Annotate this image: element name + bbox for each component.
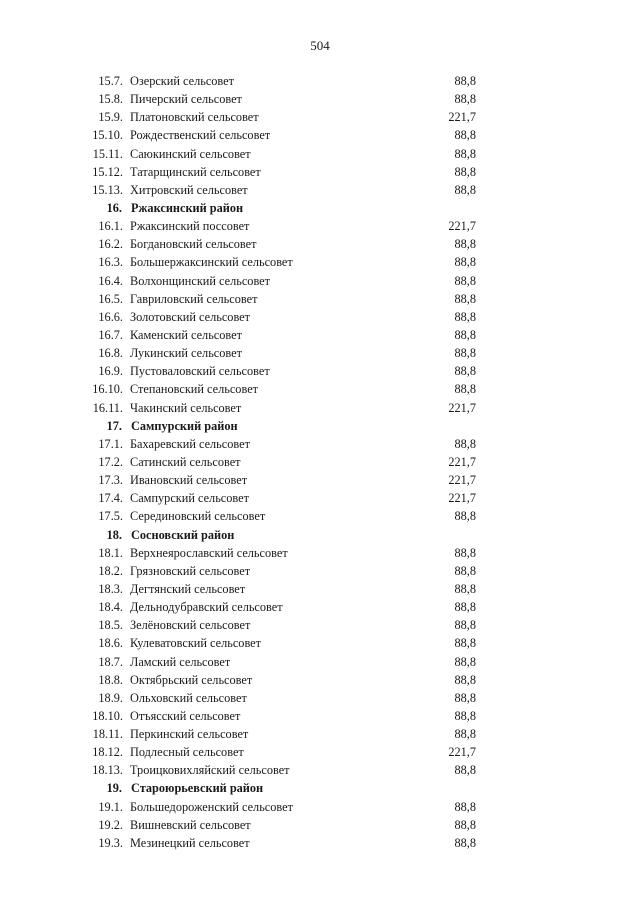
council-name: Каменский сельсовет [130, 327, 242, 342]
council-name: Саюкинский сельсовет [130, 146, 251, 161]
allocation-value: 88,8 [454, 654, 476, 669]
allocation-value: 88,8 [454, 817, 476, 832]
table-row [0, 362, 640, 380]
table-row [0, 253, 640, 271]
allocation-value: 88,8 [454, 509, 476, 524]
allocation-value: 221,7 [448, 491, 476, 506]
table-row [0, 707, 640, 725]
council-name: Верхнеярославский сельсовет [130, 545, 288, 560]
allocation-value: 221,7 [448, 219, 476, 234]
table-row [0, 72, 640, 90]
allocation-value: 221,7 [448, 473, 476, 488]
council-name: Пичерский сельсовет [130, 92, 242, 107]
table-row [0, 90, 640, 108]
table-row [0, 671, 640, 689]
council-name: Подлесный сельсовет [130, 745, 244, 760]
allocation-value: 88,8 [454, 436, 476, 451]
row-number: 16.3. [98, 255, 123, 270]
allocation-value: 88,8 [454, 763, 476, 778]
council-name: Кулеватовский сельсовет [130, 636, 262, 651]
allocation-value: 221,7 [448, 745, 476, 760]
table-row [0, 489, 640, 507]
council-name: Ламский сельсовет [130, 654, 231, 669]
allocation-value: 88,8 [454, 128, 476, 143]
row-number: 18.8. [98, 672, 123, 687]
allocation-value: 88,8 [454, 255, 476, 270]
council-name: Волхонщинский сельсовет [130, 273, 271, 288]
row-number: 17.1. [98, 436, 123, 451]
table-row [0, 272, 640, 290]
allocation-value: 88,8 [454, 92, 476, 107]
row-number: 16.10. [92, 382, 123, 397]
allocation-value: 88,8 [454, 146, 476, 161]
table-row [0, 108, 640, 126]
allocation-value: 88,8 [454, 672, 476, 687]
allocation-value: 88,8 [454, 690, 476, 705]
row-number: 19.1. [98, 799, 123, 814]
row-number: 16.7. [98, 327, 123, 342]
row-number: 16.8. [98, 346, 123, 361]
council-name: Отъясский сельсовет [130, 708, 241, 723]
council-name: Сатинский сельсовет [130, 454, 241, 469]
council-name: Чакинский сельсовет [130, 400, 242, 415]
council-name: Вишневский сельсовет [130, 817, 251, 832]
district-name: Староюрьевский район [131, 781, 264, 796]
row-number: 17.4. [98, 491, 123, 506]
row-number: 18.2. [98, 563, 123, 578]
district-header-row [0, 199, 640, 217]
row-number: 16.1. [98, 219, 123, 234]
row-number: 18.6. [98, 636, 123, 651]
page-number: 504 [310, 38, 330, 53]
row-number: 18.4. [98, 600, 123, 615]
district-name: Сампурский район [131, 418, 238, 433]
row-number: 18.11. [92, 727, 123, 742]
row-number: 17.3. [98, 473, 123, 488]
row-number: 18.9. [98, 690, 123, 705]
district-header-row [0, 779, 640, 797]
council-name: Золотовский сельсовет [130, 309, 251, 324]
table-row [0, 181, 640, 199]
table-row [0, 380, 640, 398]
council-name: Богдановский сельсовет [130, 237, 257, 252]
council-name: Большедороженский сельсовет [130, 799, 293, 814]
row-number: 18.13. [92, 763, 123, 778]
table-row [0, 326, 640, 344]
council-name: Озерский сельсовет [130, 74, 234, 88]
row-number: 17. [106, 418, 122, 433]
row-number: 18.12. [92, 745, 123, 760]
table-row [0, 798, 640, 816]
row-number: 17.5. [98, 509, 123, 524]
row-number: 18.7. [98, 654, 123, 669]
row-number: 16.2. [98, 237, 123, 252]
row-number: 16.4. [98, 273, 123, 288]
allocation-value: 88,8 [454, 346, 476, 361]
allocation-value: 88,8 [454, 799, 476, 814]
row-number: 18.3. [98, 581, 123, 596]
table-row [0, 145, 640, 163]
row-number: 18.1. [98, 545, 123, 560]
council-name: Октябрьский сельсовет [130, 672, 253, 687]
row-number: 19.3. [98, 835, 123, 850]
allocation-value: 88,8 [454, 182, 476, 197]
allocation-value: 88,8 [454, 618, 476, 633]
row-number: 15.9. [98, 110, 123, 125]
allocation-value: 88,8 [454, 164, 476, 179]
table-row [0, 507, 640, 525]
allocation-value: 88,8 [454, 309, 476, 324]
district-header-row [0, 417, 640, 435]
council-name: Ивановский сельсовет [130, 473, 248, 488]
row-number: 17.2. [98, 454, 123, 469]
row-number: 15.12. [92, 164, 123, 179]
table-row [0, 725, 640, 743]
table-row [0, 290, 640, 308]
table-row [0, 634, 640, 652]
row-number: 15.8. [98, 92, 123, 107]
council-name: Степановский сельсовет [130, 382, 259, 397]
allocation-value: 88,8 [454, 327, 476, 342]
row-number: 18.10. [92, 708, 123, 723]
district-name: Ржаксинский район [131, 200, 244, 215]
council-name: Татарщинский сельсовет [130, 164, 261, 179]
council-name: Гавриловский сельсовет [130, 291, 258, 306]
council-name: Рождественский сельсовет [130, 128, 271, 143]
row-number: 16. [106, 200, 122, 215]
row-number: 16.5. [98, 291, 123, 306]
council-name: Дельнодубравский сельсовет [130, 600, 283, 615]
council-name: Пустоваловский сельсовет [130, 364, 270, 379]
allocation-value: 88,8 [454, 600, 476, 615]
table-row [0, 562, 640, 580]
row-number: 16.9. [98, 364, 123, 379]
district-name: Сосновский район [131, 527, 235, 542]
allocation-value: 88,8 [454, 291, 476, 306]
allocation-value: 88,8 [454, 581, 476, 596]
council-name: Ржаксинский поссовет [130, 219, 250, 234]
table-row [0, 471, 640, 489]
table-row [0, 453, 640, 471]
council-name: Грязновский сельсовет [130, 563, 251, 578]
table-row [0, 689, 640, 707]
allocation-value: 88,8 [454, 74, 476, 88]
table-row [0, 580, 640, 598]
table-row [0, 217, 640, 235]
district-header-row [0, 526, 640, 544]
row-number: 15.7. [98, 74, 123, 88]
council-name: Большержаксинский сельсовет [130, 255, 293, 270]
allocation-value: 88,8 [454, 708, 476, 723]
table-row [0, 743, 640, 761]
council-name: Бахаревский сельсовет [130, 436, 250, 451]
council-name: Перкинский сельсовет [130, 727, 249, 742]
allocation-value: 88,8 [454, 727, 476, 742]
row-number: 19. [106, 781, 122, 796]
row-number: 19.2. [98, 817, 123, 832]
table-row [0, 653, 640, 671]
table-row [0, 344, 640, 362]
table-row [0, 544, 640, 562]
table-row [0, 598, 640, 616]
council-name: Троицковихляйский сельсовет [130, 763, 290, 778]
table-row [0, 761, 640, 779]
council-name: Дегтянский сельсовет [130, 581, 246, 596]
allocation-value: 88,8 [454, 563, 476, 578]
allocation-value: 88,8 [454, 364, 476, 379]
council-name: Хитровский сельсовет [130, 182, 248, 197]
allocation-value: 88,8 [454, 382, 476, 397]
allocation-value: 88,8 [454, 835, 476, 850]
allocation-value: 221,7 [448, 110, 476, 125]
table-row [0, 308, 640, 326]
row-number: 16.11. [92, 400, 123, 415]
table-row [0, 834, 640, 852]
row-number: 15.13. [92, 182, 123, 197]
allocation-value: 88,8 [454, 273, 476, 288]
council-name: Платоновский сельсовет [130, 110, 259, 125]
allocation-value: 88,8 [454, 545, 476, 560]
table-row [0, 235, 640, 253]
council-name: Зелёновский сельсовет [130, 618, 251, 633]
allocation-value: 88,8 [454, 636, 476, 651]
row-number: 18. [106, 527, 122, 542]
council-name: Мезинецкий сельсовет [130, 835, 250, 850]
table-row [0, 399, 640, 417]
council-name: Ольховский сельсовет [130, 690, 247, 705]
table-row [0, 816, 640, 834]
allocation-table [0, 72, 640, 852]
allocation-value: 221,7 [448, 454, 476, 469]
row-number: 15.11. [92, 146, 123, 161]
table-row [0, 163, 640, 181]
allocation-value: 221,7 [448, 400, 476, 415]
table-row [0, 435, 640, 453]
table-row [0, 126, 640, 144]
table-row [0, 616, 640, 634]
council-name: Сампурский сельсовет [130, 491, 249, 506]
allocation-value: 88,8 [454, 237, 476, 252]
row-number: 18.5. [98, 618, 123, 633]
row-number: 15.10. [92, 128, 123, 143]
row-number: 16.6. [98, 309, 123, 324]
council-name: Серединовский сельсовет [130, 509, 266, 524]
council-name: Лукинский сельсовет [130, 346, 242, 361]
